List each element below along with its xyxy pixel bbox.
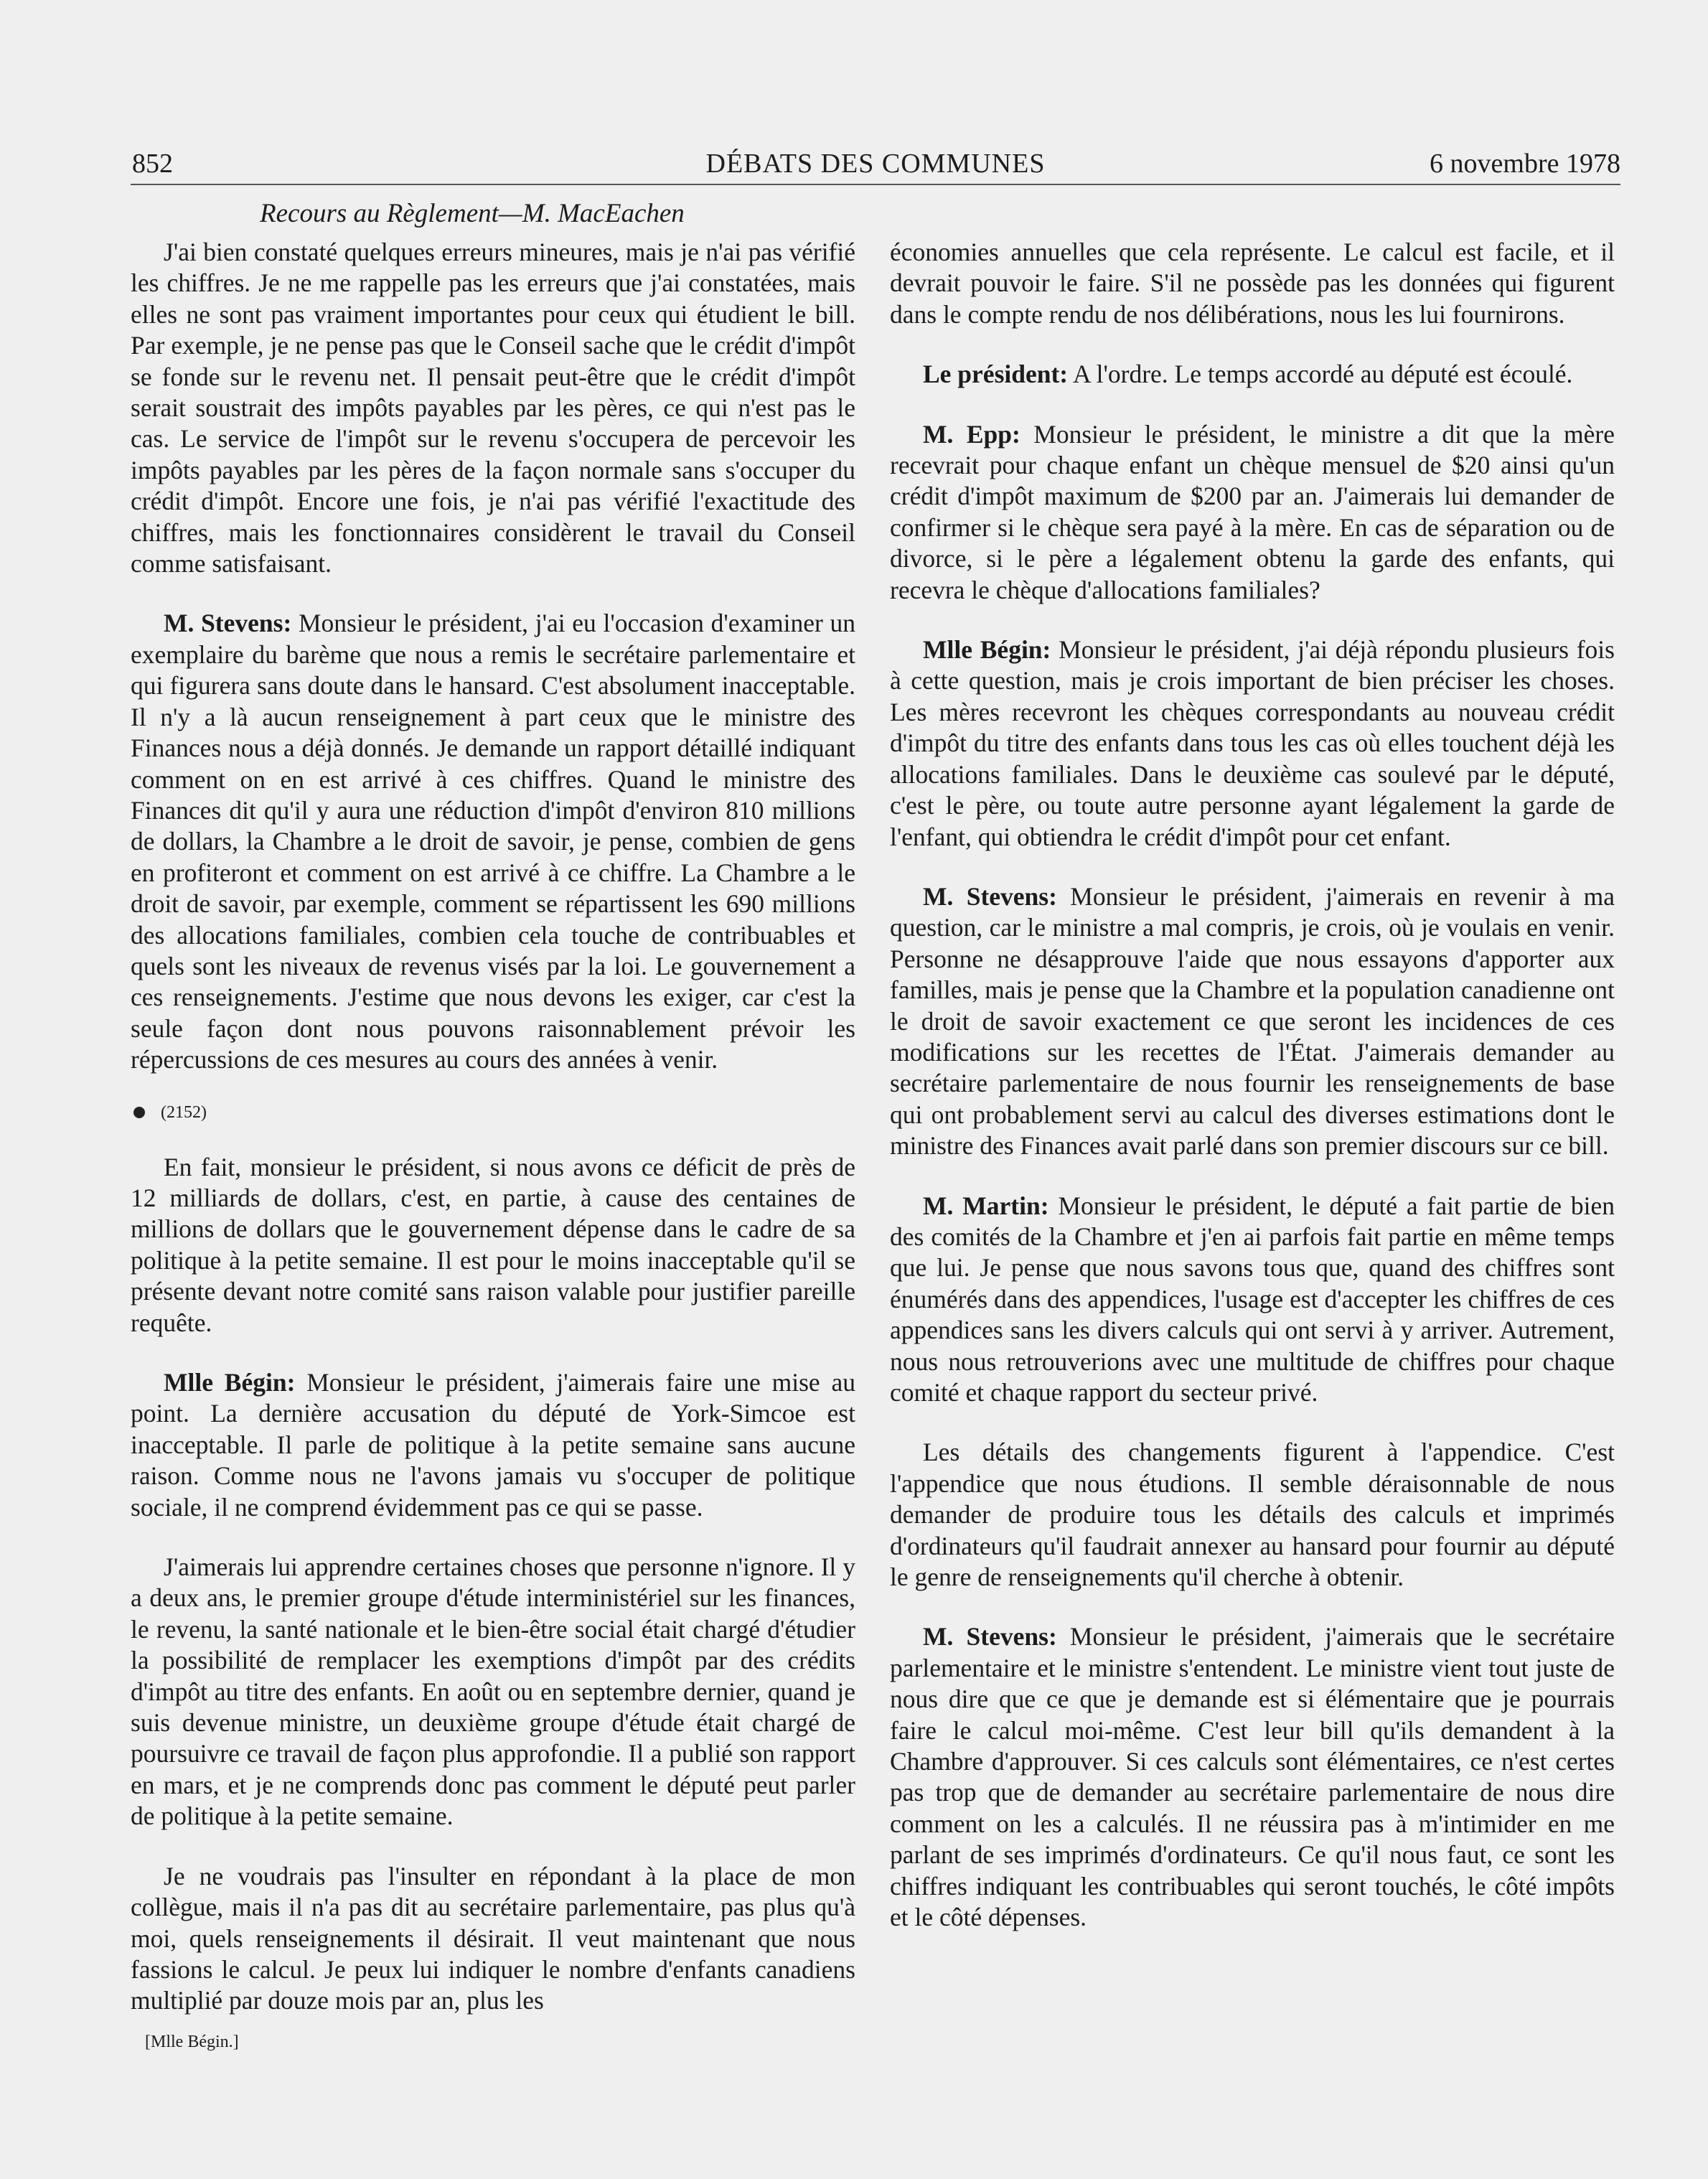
speech-text: Monsieur le président, le député a fait partie de bien des comités de la Chambre et j'en ai parfois fait partie en même temps que lui. Je pense que nous savons tous que, quand des chiffres sont énumérés dans des appendices, l'usage est d'accepter les chiffres de ces appendices sans les divers calculs qui ont servi à y arriver. Autrement, nous nous retrouverions avec une multitude de chiffres pour chaque comité et chaque rapport du secteur privé.: [890, 1191, 1615, 1407]
speech-text: Monsieur le président, le ministre a dit que la mère recevrait pour chaque enfant un chèque mensuel de $20 ainsi qu'un crédit d'impôt maximum de $200 par an. J'aimerais lui demander de confirmer si le chèque sera payé à la mère. En cas de séparation ou de divorce, si le père a légalement obtenu la garde des enfants, qui recevra le chèque d'allocations familiales?: [890, 419, 1615, 604]
speaker-name: M. Epp:: [923, 419, 1020, 449]
paragraph: [131, 1367, 855, 1523]
paragraph: [890, 419, 1615, 606]
publication-title: DÉBATS DES COMMUNES: [705, 149, 1046, 179]
paragraph: [890, 1621, 1615, 1933]
paragraph: En fait, monsieur le président, si nous avons ce déficit de près de 12 milliards de dollars, c'est, en partie, à cause des centaines de millions de dollars que le gouvernement dépense dans le cadre de sa politique à la petite semaine. Il est pour le moins inacceptable qu'il se présente devant notre comité sans raison valable pour justifier pareille requête.: [131, 1152, 855, 1337]
speaker-name: M. Stevens:: [164, 609, 292, 638]
paragraph: économies annuelles que cela représente. Le calcul est facile, et il devrait pouvoir le faire. S'il ne possède pas les données qui figurent dans le compte rendu de nos délibérations, nous les lui fournirons.: [890, 238, 1615, 329]
speech-text: Monsieur le président, j'aimerais en revenir à ma question, car le ministre a mal compris, je crois, où je voulais en venir. Personne ne désapprouve l'aide que nous essayons d'apporter aux familles, mais je pense que la Chambre et la population canadienne ont le droit de savoir exactement ce que seront les incidences de ces modifications sur les recettes de l'État. J'aimerais demander au secrétaire parlementaire de nous fournir les renseignements de base qui ont probablement servi au calcul des diverses estimations dont le ministre des Finances avait parlé dans son premier discours sur ce bill.: [890, 881, 1615, 1161]
bullet-icon: [133, 1107, 145, 1118]
speaker-name: Mlle Bégin:: [164, 1368, 296, 1397]
speech-text: Monsieur le président, j'aimerais faire une mise au point. La dernière accusation du député de York-Simcoe est inacceptable. Il parle de politique à la petite semaine sans aucune raison. Comme nous ne l'avons jamais vu s'occuper de politique sociale, il ne comprend évidemment pas ce qui se passe.: [131, 1368, 855, 1522]
speech-text: Monsieur le président, j'ai eu l'occasion d'examiner un exemplaire du barème que nous a remis le secrétaire parlementaire et qui figurera sans doute dans le hansard. C'est absolument inacceptable. Il n'y a là aucun renseignement à part ceux que le ministre des Finances nous a déjà donnés. Je demande un rapport détaillé indiquant comment on en est arrivé à ces chiffres. Quand le ministre des Finances dit qu'il y aura une réduction d'impôt d'environ 810 millions de dollars, la Chambre a le droit de savoir, je pense, combien de gens en profiteront et comment on est arrivé à ce chiffre. La Chambre a le droit de savoir, par exemple, comment se répartissent les 690 millions des allocations familiales, combien cela touche de contribuables et quels sont les niveaux de revenus visés par la loi. Le gouvernement a ces renseignements. J'estime que nous devons les exiger, car c'est la seule façon dont nous pouvons raisonnablement prévoir les répercussions de ces mesures au cours des années à venir.: [131, 609, 856, 1074]
paragraph: [890, 359, 1615, 390]
time-marker-text: (2152): [161, 1102, 207, 1122]
left-column: [131, 198, 855, 2053]
speaker-name: Le président:: [923, 360, 1069, 389]
page-number: 852: [132, 149, 173, 179]
time-marker: [131, 1102, 855, 1123]
paragraph: Je ne voudrais pas l'insulter en répondant à la place de mon collègue, mais il n'a pas dit au secrétaire parlementaire, pas plus qu'à moi, quels renseignements il désirait. Il veut maintenant que nous fassions le calcul. Je peux lui indiquer le nombre d'enfants canadiens multiplié par douze mois par an, plus les: [131, 1861, 855, 2015]
speaker-name: M. Stevens:: [923, 881, 1057, 911]
paragraph: Les détails des changements figurent à l'appendice. C'est l'appendice que nous étudions. Il semble déraisonnable de nous demander de produire tous les détails des calculs et imprimés d'ordinateurs qu'il faudrait annexer au hansard pour fournir au député le genre de renseignements qu'il cherche à obtenir.: [890, 1438, 1615, 1592]
speaker-name: M. Martin:: [923, 1191, 1049, 1220]
paragraph: [890, 634, 1615, 853]
footnote: [Mlle Bégin.]: [145, 2032, 239, 2051]
speech-text: Monsieur le président, j'aimerais que le secrétaire parlementaire et le ministre s'entendent. Le ministre vient tout juste de nous dire que ce que je demande est si élémentaire que je pourrais faire le calcul moi-même. C'est leur bill qu'ils demandent à la Chambre d'approuver. Si ces calculs sont élémentaires, ce n'est certes pas trop que de demander au secrétaire parlementaire de nous dire comment on les a calculés. Il ne réussira pas à m'intimider en me parlant de ses imprimés d'ordinateurs. Ce qu'il nous faut, ce sont les chiffres indiquant les contribuables qui seront touchés, le côté impôts et le côté dépenses.: [890, 1622, 1615, 1932]
speaker-name: Mlle Bégin:: [923, 635, 1051, 665]
paragraph: [890, 1191, 1615, 1409]
speech-text: Monsieur le président, j'ai déjà répondu plusieurs fois à cette question, mais je crois important de bien préciser les choses. Les mères recevront les chèques correspondants au nouveau crédit d'impôt du titre des enfants dans tous les cas où elles touchent déjà les allocations familiales. Dans le deuxième cas soulevé par le député, c'est le père, ou toute autre personne ayant légalement la garde de l'enfant, qui obtiendra le crédit d'impôt pour cet enfant.: [890, 635, 1615, 851]
paragraph: J'ai bien constaté quelques erreurs mineures, mais je n'ai pas vérifié les chiffres. Je ne me rappelle pas les erreurs que j'ai constatées, mais elles ne sont pas vraiment importantes pour ceux qui étudient le bill. Par exemple, je ne pense pas que le Conseil sache que le crédit d'impôt se fonde sur le revenu net. Il pensait peut-être que le crédit d'impôt serait soustrait des impôts payables par les pères, ce qui n'est pas le cas. Le service de l'impôt sur le revenu s'occupera de percevoir les impôts payables par les pères de la façon normale sans s'occuper du crédit d'impôt. Encore une fois, je n'ai pas vérifié l'exactitude des chiffres, mais les fonctionnaires considèrent le travail du Conseil comme satisfaisant.: [131, 238, 855, 578]
right-column: [890, 237, 1615, 1962]
paragraph: J'aimerais lui apprendre certaines choses que personne n'ignore. Il y a deux ans, le premier groupe d'étude interministériel sur les finances, le revenu, la santé nationale et le bien-être social était chargé d'étudier la possibilité de remplacer les exemptions d'impôt par des crédits d'impôt au titre des enfants. En août ou en septembre dernier, quand je suis devenue ministre, un deuxième groupe d'étude était chargé de poursuivre ce travail de façon plus approfondie. Il a publié son rapport en mars, et je ne comprends donc pas comment le député peut parler de politique à la petite semaine.: [131, 1552, 855, 1831]
speaker-name: M. Stevens:: [923, 1622, 1057, 1651]
page-date: 6 novembre 1978: [1430, 149, 1620, 179]
section-subhead: Recours au Règlement—M. MacEachen: [260, 199, 685, 228]
paragraph: [890, 881, 1615, 1162]
paragraph: [131, 608, 855, 1075]
page-header: [131, 141, 1620, 185]
speech-text: A l'ordre. Le temps accordé au député est écoulé.: [1068, 360, 1573, 389]
